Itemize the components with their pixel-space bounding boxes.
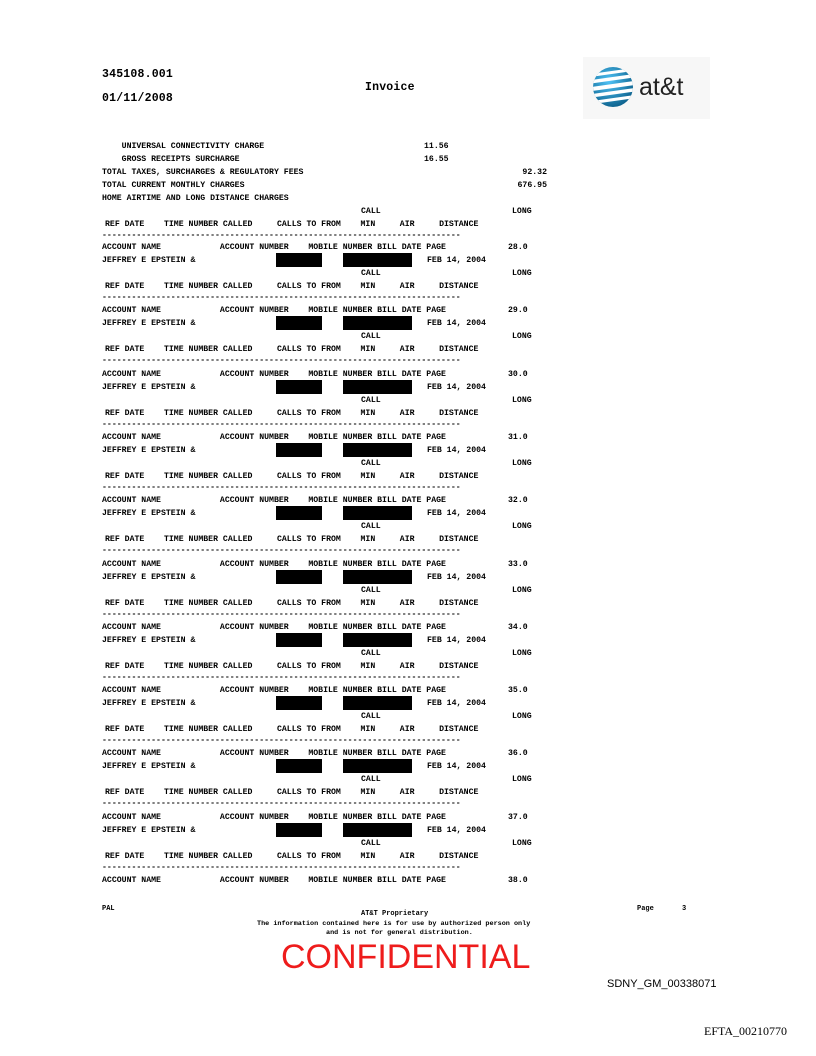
account-name: JEFFREY E EPSTEIN & — [102, 319, 196, 328]
redacted-account-number — [276, 823, 322, 837]
call-label: CALL — [361, 522, 381, 531]
dash-separator: ------------------------------------------------------------------------- — [102, 673, 461, 682]
bates-number: SDNY_GM_00338071 — [607, 978, 717, 990]
summary-label: TOTAL TAXES, SURCHARGES & REGULATORY FEES — [102, 168, 304, 177]
column-headers: REF DATE TIME NUMBER CALLED CALLS TO FROM MIN AIR DISTANCE — [105, 725, 479, 734]
dash-separator: ------------------------------------------------------------------------- — [102, 736, 461, 745]
page-number: 37.0 — [508, 813, 528, 822]
account-header: ACCOUNT NAME ACCOUNT NUMBER MOBILE NUMBER BILL DATE PAGE — [102, 813, 446, 822]
account-name: JEFFREY E EPSTEIN & — [102, 636, 196, 645]
summary-label: GROSS RECEIPTS SURCHARGE — [102, 155, 240, 164]
redacted-account-number — [276, 759, 322, 773]
account-header: ACCOUNT NAME ACCOUNT NUMBER MOBILE NUMBER BILL DATE PAGE — [102, 560, 446, 569]
page-title: Invoice — [365, 81, 415, 94]
page-number: 34.0 — [508, 623, 528, 632]
account-name: JEFFREY E EPSTEIN & — [102, 383, 196, 392]
efta-number: EFTA_00210770 — [704, 1024, 788, 1038]
dash-separator: ------------------------------------------------------------------------- — [102, 231, 461, 240]
call-label: CALL — [361, 207, 381, 216]
account-name: JEFFREY E EPSTEIN & — [102, 699, 196, 708]
redacted-mobile-number — [343, 253, 412, 267]
footer-notice-line1: The information contained here is for use by authorized person only — [257, 920, 531, 928]
column-headers: REF DATE TIME NUMBER CALLED CALLS TO FROM MIN AIR DISTANCE — [105, 220, 479, 229]
redacted-mobile-number — [343, 380, 412, 394]
redacted-account-number — [276, 633, 322, 647]
redacted-account-number — [276, 696, 322, 710]
account-header: ACCOUNT NAME ACCOUNT NUMBER MOBILE NUMBER BILL DATE PAGE — [102, 686, 446, 695]
redacted-mobile-number — [343, 570, 412, 584]
summary-total: 92.32 — [522, 168, 547, 177]
account-header: ACCOUNT NAME ACCOUNT NUMBER MOBILE NUMBER BILL DATE PAGE — [102, 306, 446, 315]
att-logo — [583, 57, 710, 119]
footer-page-number: 3 — [682, 905, 687, 913]
bill-date: FEB 14, 2004 — [427, 573, 486, 582]
account-name: JEFFREY E EPSTEIN & — [102, 446, 196, 455]
redacted-mobile-number — [343, 759, 412, 773]
summary-amount: 16.55 — [424, 155, 449, 164]
bill-date: FEB 14, 2004 — [427, 383, 486, 392]
redacted-mobile-number — [343, 633, 412, 647]
account-name: JEFFREY E EPSTEIN & — [102, 762, 196, 771]
call-label: CALL — [361, 775, 381, 784]
footer-notice-line2: and is not for general distribution. — [326, 929, 473, 937]
dash-separator: ------------------------------------------------------------------------- — [102, 293, 461, 302]
dash-separator: ------------------------------------------------------------------------- — [102, 546, 461, 555]
summary-label: TOTAL CURRENT MONTHLY CHARGES — [102, 181, 245, 190]
call-label: CALL — [361, 839, 381, 848]
bill-date: FEB 14, 2004 — [427, 826, 486, 835]
footer-proprietary: AT&T Proprietary — [361, 910, 429, 918]
redacted-account-number — [276, 506, 322, 520]
account-header: ACCOUNT NAME ACCOUNT NUMBER MOBILE NUMBER BILL DATE PAGE — [102, 433, 446, 442]
account-header: ACCOUNT NAME ACCOUNT NUMBER MOBILE NUMBER BILL DATE PAGE — [102, 623, 446, 632]
bill-date: FEB 14, 2004 — [427, 699, 486, 708]
dash-separator: ------------------------------------------------------------------------- — [102, 483, 461, 492]
page-number: 28.0 — [508, 243, 528, 252]
summary-label: HOME AIRTIME AND LONG DISTANCE CHARGES — [102, 194, 289, 203]
account-header: ACCOUNT NAME ACCOUNT NUMBER MOBILE NUMBER BILL DATE PAGE — [102, 496, 446, 505]
account-header: ACCOUNT NAME ACCOUNT NUMBER MOBILE NUMBER BILL DATE PAGE — [102, 749, 446, 758]
dash-separator: ------------------------------------------------------------------------- — [102, 799, 461, 808]
page-number: 31.0 — [508, 433, 528, 442]
dash-separator: ------------------------------------------------------------------------- — [102, 610, 461, 619]
long-label: LONG — [512, 522, 532, 531]
summary-total: 676.95 — [517, 181, 547, 190]
redacted-mobile-number — [343, 696, 412, 710]
column-headers: REF DATE TIME NUMBER CALLED CALLS TO FROM MIN AIR DISTANCE — [105, 535, 479, 544]
logo-wordmark: at&t — [639, 73, 684, 101]
column-headers: REF DATE TIME NUMBER CALLED CALLS TO FROM MIN AIR DISTANCE — [105, 788, 479, 797]
footer-left-code: PAL — [102, 905, 115, 913]
call-label: CALL — [361, 269, 381, 278]
account-name: JEFFREY E EPSTEIN & — [102, 509, 196, 518]
document-number: 345108.001 — [102, 68, 174, 81]
long-label: LONG — [512, 332, 532, 341]
account-name: JEFFREY E EPSTEIN & — [102, 573, 196, 582]
long-label: LONG — [512, 586, 532, 595]
column-headers: REF DATE TIME NUMBER CALLED CALLS TO FROM MIN AIR DISTANCE — [105, 599, 479, 608]
call-label: CALL — [361, 332, 381, 341]
long-label: LONG — [512, 269, 532, 278]
column-headers: REF DATE TIME NUMBER CALLED CALLS TO FROM MIN AIR DISTANCE — [105, 472, 479, 481]
page-number: 30.0 — [508, 370, 528, 379]
footer-page-label: Page — [637, 905, 654, 913]
column-headers: REF DATE TIME NUMBER CALLED CALLS TO FROM MIN AIR DISTANCE — [105, 345, 479, 354]
redacted-mobile-number — [343, 443, 412, 457]
page-number: 38.0 — [508, 876, 528, 885]
redacted-account-number — [276, 253, 322, 267]
page-number: 33.0 — [508, 560, 528, 569]
column-headers: REF DATE TIME NUMBER CALLED CALLS TO FROM MIN AIR DISTANCE — [105, 662, 479, 671]
redacted-account-number — [276, 316, 322, 330]
call-label: CALL — [361, 459, 381, 468]
confidential-stamp: CONFIDENTIAL — [281, 938, 531, 976]
redacted-mobile-number — [343, 506, 412, 520]
column-headers: REF DATE TIME NUMBER CALLED CALLS TO FROM MIN AIR DISTANCE — [105, 852, 479, 861]
account-header: ACCOUNT NAME ACCOUNT NUMBER MOBILE NUMBER BILL DATE PAGE — [102, 243, 446, 252]
summary-label: UNIVERSAL CONNECTIVITY CHARGE — [102, 142, 265, 151]
account-name: JEFFREY E EPSTEIN & — [102, 256, 196, 265]
call-label: CALL — [361, 586, 381, 595]
call-label: CALL — [361, 712, 381, 721]
long-label: LONG — [512, 775, 532, 784]
redacted-mobile-number — [343, 316, 412, 330]
account-name: JEFFREY E EPSTEIN & — [102, 826, 196, 835]
bill-date: FEB 14, 2004 — [427, 636, 486, 645]
call-label: CALL — [361, 396, 381, 405]
bill-date: FEB 14, 2004 — [427, 446, 486, 455]
long-label: LONG — [512, 459, 532, 468]
dash-separator: ------------------------------------------------------------------------- — [102, 863, 461, 872]
dash-separator: ------------------------------------------------------------------------- — [102, 420, 461, 429]
long-label: LONG — [512, 649, 532, 658]
page-number: 35.0 — [508, 686, 528, 695]
call-label: CALL — [361, 649, 381, 658]
long-label: LONG — [512, 839, 532, 848]
page-number: 29.0 — [508, 306, 528, 315]
account-header: ACCOUNT NAME ACCOUNT NUMBER MOBILE NUMBER BILL DATE PAGE — [102, 370, 446, 379]
bill-date: FEB 14, 2004 — [427, 319, 486, 328]
long-label: LONG — [512, 712, 532, 721]
column-headers: REF DATE TIME NUMBER CALLED CALLS TO FROM MIN AIR DISTANCE — [105, 282, 479, 291]
redacted-account-number — [276, 443, 322, 457]
document-date: 01/11/2008 — [102, 92, 174, 105]
long-label: LONG — [512, 207, 532, 216]
redacted-mobile-number — [343, 823, 412, 837]
bill-date: FEB 14, 2004 — [427, 509, 486, 518]
long-label: LONG — [512, 396, 532, 405]
bill-date: FEB 14, 2004 — [427, 256, 486, 265]
account-header: ACCOUNT NAME ACCOUNT NUMBER MOBILE NUMBER BILL DATE PAGE — [102, 876, 446, 885]
summary-amount: 11.56 — [424, 142, 449, 151]
page-number: 32.0 — [508, 496, 528, 505]
bill-date: FEB 14, 2004 — [427, 762, 486, 771]
redacted-account-number — [276, 380, 322, 394]
column-headers: REF DATE TIME NUMBER CALLED CALLS TO FROM MIN AIR DISTANCE — [105, 409, 479, 418]
redacted-account-number — [276, 570, 322, 584]
page-number: 36.0 — [508, 749, 528, 758]
dash-separator: ------------------------------------------------------------------------- — [102, 356, 461, 365]
